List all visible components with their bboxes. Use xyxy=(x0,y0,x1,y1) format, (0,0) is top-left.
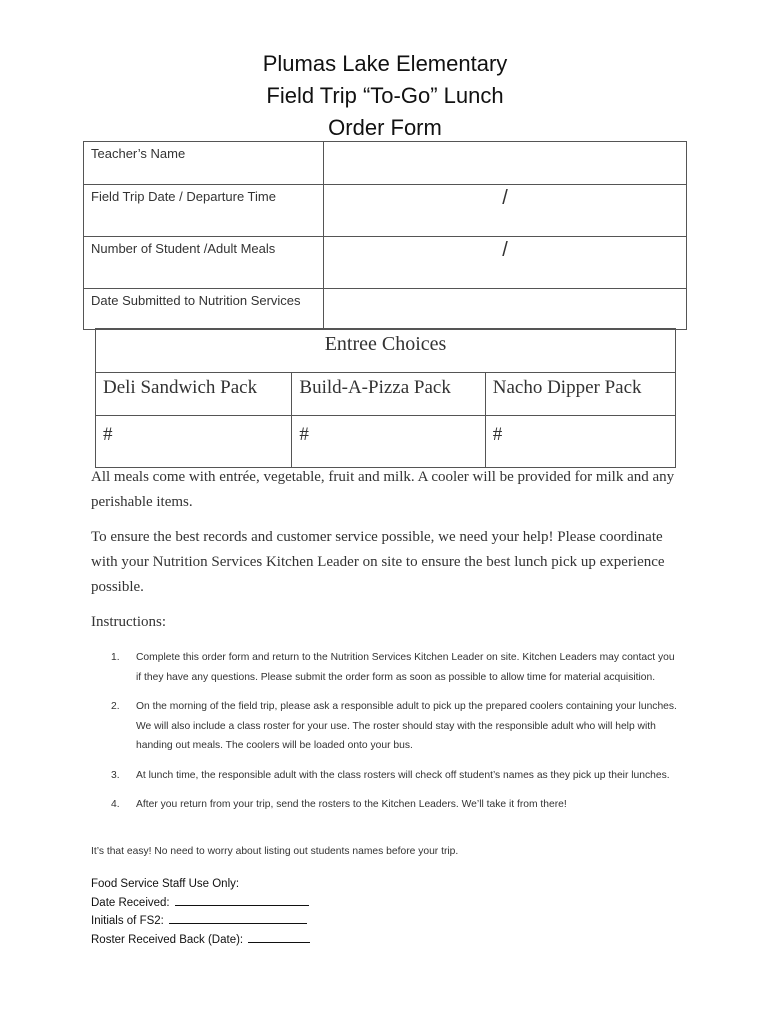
roster-received-line xyxy=(91,931,310,950)
trip-info-table xyxy=(83,141,687,330)
instruction-number: 1. xyxy=(111,652,120,663)
teacher-name-label: Teacher’s Name xyxy=(84,142,324,185)
build-a-pizza-pack-label: Build-A-Pizza Pack xyxy=(292,373,485,416)
date-received-field[interactable] xyxy=(175,894,309,906)
instruction-number: 2. xyxy=(111,701,120,712)
instruction-text: Complete this order form and return to the Nutrition Services Kitchen Leader on site. Kitchen Leaders may contact you if they have any questions. Please submit the order form as soon as possible to allow time for material acquisition. xyxy=(136,652,675,683)
instruction-item xyxy=(91,766,681,786)
deli-sandwich-count-field[interactable]: # xyxy=(96,416,292,468)
initials-label: Initials of FS2: xyxy=(91,915,164,927)
entree-choices-table xyxy=(95,328,676,468)
nacho-dipper-count-field[interactable]: # xyxy=(485,416,675,468)
meals-note: All meals come with entrée, vegetable, fruit and milk. A cooler will be provided for milk and any perishable items. xyxy=(91,469,675,510)
instruction-text: After you return from your trip, send the rosters to the Kitchen Leaders. We’ll take it from there! xyxy=(136,799,567,810)
roster-received-field[interactable] xyxy=(248,931,310,943)
date-submitted-field[interactable] xyxy=(324,289,687,330)
trip-date-separator: / xyxy=(502,187,508,209)
initials-field[interactable] xyxy=(169,912,307,924)
instructions-list xyxy=(91,648,681,825)
trip-date-field[interactable] xyxy=(324,185,687,237)
form-subtitle: Order Form xyxy=(328,115,442,140)
teacher-name-field[interactable] xyxy=(324,142,687,185)
instruction-item xyxy=(91,648,681,687)
staff-use-heading: Food Service Staff Use Only: xyxy=(91,878,240,890)
instruction-number: 4. xyxy=(111,799,120,810)
meals-count-field[interactable] xyxy=(324,237,687,289)
deli-sandwich-pack-label: Deli Sandwich Pack xyxy=(96,373,292,416)
entree-choices-title: Entree Choices xyxy=(96,329,676,373)
initials-line xyxy=(91,912,310,931)
trip-date-label: Field Trip Date / Departure Time xyxy=(84,185,324,237)
form-title: Field Trip “To-Go” Lunch xyxy=(266,83,504,108)
roster-received-label: Roster Received Back (Date): xyxy=(91,933,244,946)
instruction-text: On the morning of the field trip, please ask a responsible adult to pick up the prepared coolers containing your lunches. We will also include a class roster for your use. The roster should stay with the responsible adult who will help with handing out meals. The coolers will be loaded onto your bus. xyxy=(136,701,677,751)
build-a-pizza-count-field[interactable]: # xyxy=(292,416,485,468)
closing-note: It’s that easy! No need to worry about listing out students names before your trip. xyxy=(91,846,459,857)
date-submitted-label: Date Submitted to Nutrition Services xyxy=(84,289,324,330)
school-name: Plumas Lake Elementary xyxy=(262,51,508,76)
trip-date-row xyxy=(84,185,687,237)
meals-count-row xyxy=(84,237,687,289)
instruction-item xyxy=(91,795,681,815)
help-note: To ensure the best records and customer service possible, we need your help! Please coordinate with your Nutrition Services Kitchen Leader on site to ensure the best lunch pick up experience possible. xyxy=(91,529,665,595)
instruction-item xyxy=(91,697,681,756)
staff-use-section xyxy=(91,876,310,949)
instruction-number: 3. xyxy=(111,769,120,781)
instruction-text: At lunch time, the responsible adult with the class rosters will check off student’s names as they pick up their lunches. xyxy=(136,769,670,781)
meals-count-label: Number of Student /Adult Meals xyxy=(84,237,324,289)
date-submitted-row xyxy=(84,289,687,330)
date-received-line xyxy=(91,894,310,913)
instructions-heading: Instructions: xyxy=(91,614,166,630)
date-received-label: Date Received: xyxy=(91,896,170,909)
meals-separator: / xyxy=(502,239,508,261)
teacher-name-row xyxy=(84,142,687,185)
nacho-dipper-pack-label: Nacho Dipper Pack xyxy=(485,373,675,416)
